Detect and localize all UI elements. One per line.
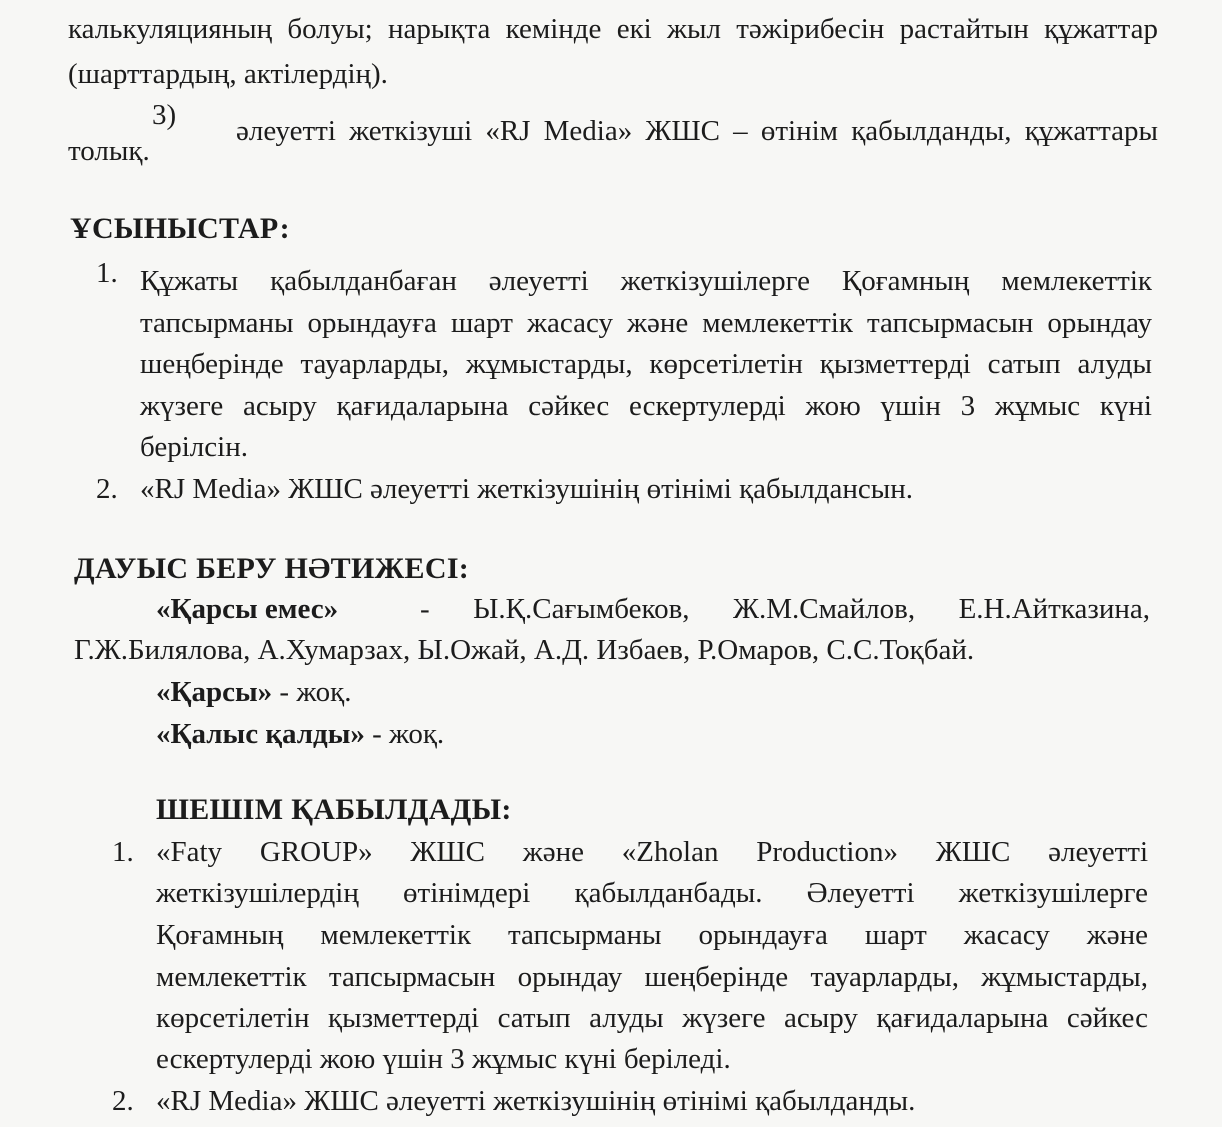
proposals-heading: ҰСЫНЫСТАР: [70,212,290,245]
vote-against-value: - жоқ. [279,676,352,708]
vote-heading: ДАУЫС БЕРУ НӘТИЖЕСІ: [74,552,470,585]
vote-abstain-row [156,717,444,751]
decision-1-line-5: көрсетілетін қызметтерді сатып алуды жүзеге асыру қағидаларына сәйкес [156,1002,1148,1034]
intro-line-1: калькуляцияның болуы; нарықта кемінде екі жыл тәжірибесін растайтын құжаттар [68,13,1158,45]
proposal-1-line-5: берілсін. [140,431,248,463]
decision-2-number: 2. [112,1085,134,1117]
vote-against-row [156,675,351,709]
decision-heading: ШЕШІМ ҚАБЫЛДАДЫ: [156,793,512,826]
decision-2-line-1: «RJ Media» ЖШС әлеуетті жеткізушінің өтінімі қабылданды. [156,1085,916,1117]
decision-1-line-1: «Faty GROUP» ЖШС және «Zholan Production» ЖШС әлеуетті [156,836,1148,868]
decision-1-number: 1. [112,836,134,868]
proposal-2-number: 2. [96,473,118,505]
proposal-2-line-1: «RJ Media» ЖШС әлеуетті жеткізушінің өтінімі қабылдансын. [140,473,914,505]
proposal-1-line-3: шеңберінде тауарларды, жұмыстарды, көрсетілетін қызметтерді сатып алуды [140,348,1152,380]
vote-for-label: «Қарсы емес» [156,593,339,625]
vote-against-label: «Қарсы» [156,676,273,708]
item-3-line-1: әлеуетті жеткізуші «RJ Media» ЖШС – өтінім қабылданды, құжаттары [236,115,1158,147]
decision-1-line-2: жеткізушілердің өтінімдері қабылданбады. Әлеуетті жеткізушілерге [156,877,1148,909]
decision-1-line-4: мемлекеттік тапсырмасын орындау шеңберінде тауарларды, жұмыстарды, [156,961,1148,993]
vote-abstain-label: «Қалыс қалды» [156,718,365,750]
vote-for-names-line-2: Г.Ж.Билялова, А.Хумарзах, Ы.Ожай, А.Д. Избаев, Р.Омаров, С.С.Тоқбай. [74,634,975,666]
proposal-1-line-4: жүзеге асыру қағидаларына сәйкес ескертулерді жою үшін 3 жұмыс күні [140,390,1152,422]
decision-1-line-3: Қоғамның мемлекеттік тапсырманы орындауға шарт жасасу және [156,919,1148,951]
proposal-1-number: 1. [96,257,118,289]
proposal-1-line-2: тапсырманы орындауға шарт жасасу және мемлекеттік тапсырмасын орындау [140,307,1152,339]
item-3-number: 3) [152,99,177,131]
proposal-1-line-1: Құжаты қабылданбаған әлеуетті жеткізушілерге Қоғамның мемлекеттік [140,265,1152,297]
vote-abstain-value: - жоқ. [372,718,445,750]
vote-for-names-line-1: - Ы.Қ.Сағымбеков, Ж.М.Смайлов, Е.Н.Айтказина, [420,593,1150,625]
decision-1-line-6: ескертулерді жою үшін 3 жұмыс күні беріледі. [156,1043,731,1075]
item-3-line-2: толық. [68,135,150,167]
intro-line-2: (шарттардың, актілердің). [68,58,388,90]
